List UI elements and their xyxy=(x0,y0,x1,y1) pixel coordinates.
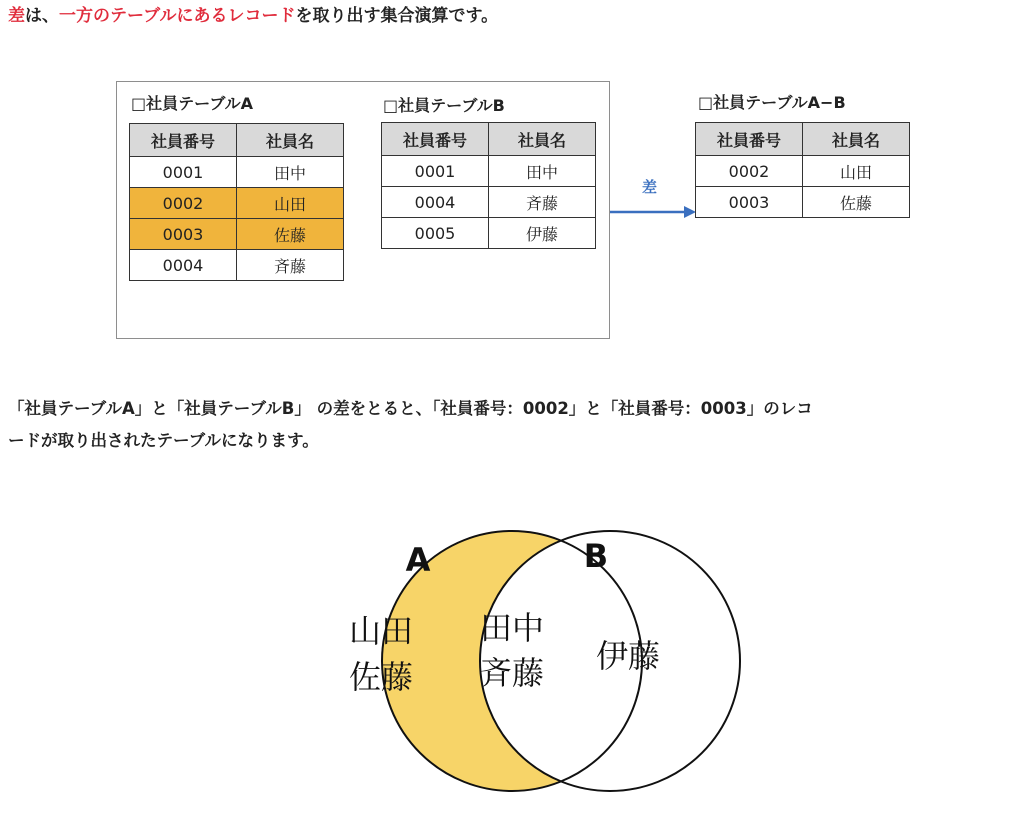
intro-keyword-difference: 差 xyxy=(8,6,25,26)
cell-name: 伊藤 xyxy=(489,218,596,249)
cell-id: 0004 xyxy=(130,250,237,281)
cell-name: 佐藤 xyxy=(237,219,344,250)
cell-id: 0005 xyxy=(382,218,489,249)
cell-id: 0001 xyxy=(130,157,237,188)
cell-id: 0002 xyxy=(130,188,237,219)
difference-arrow-label: 差 xyxy=(642,178,658,196)
cell-name: 佐藤 xyxy=(803,187,910,218)
column-header-name: 社員名 xyxy=(489,123,596,156)
table-row xyxy=(382,156,596,187)
cell-name: 山田 xyxy=(803,156,910,187)
venn-a-only-item: 山田 xyxy=(348,612,414,650)
table-row-highlighted xyxy=(130,219,344,250)
venn-diagram xyxy=(270,505,750,805)
result-table xyxy=(695,122,910,218)
venn-a-only-item: 佐藤 xyxy=(348,658,414,696)
intro-text xyxy=(8,4,498,28)
table-row xyxy=(382,218,596,249)
table-row-highlighted xyxy=(130,188,344,219)
cell-id: 0003 xyxy=(696,187,803,218)
column-header-id: 社員番号 xyxy=(382,123,489,156)
table-header-row xyxy=(130,124,344,157)
venn-both-item: 田中 xyxy=(479,609,545,647)
table-row xyxy=(696,156,910,187)
intro-text-part: を取り出す集合演算です。 xyxy=(295,6,499,26)
explanation-line: 「社員テーブルA」と「社員テーブルB」 の差をとると、「社員番号：0002」と「社員番号：0003」のレコ xyxy=(8,399,813,418)
explanation-line: ードが取り出されたテーブルになります。 xyxy=(8,431,319,450)
cell-name: 田中 xyxy=(489,156,596,187)
cell-name: 斉藤 xyxy=(489,187,596,218)
column-header-id: 社員番号 xyxy=(130,124,237,157)
venn-b-only-item: 伊藤 xyxy=(595,637,661,675)
column-header-id: 社員番号 xyxy=(696,123,803,156)
cell-id: 0004 xyxy=(382,187,489,218)
venn-label-a: A xyxy=(405,541,431,579)
cell-name: 山田 xyxy=(237,188,344,219)
cell-name: 斉藤 xyxy=(237,250,344,281)
table-a xyxy=(129,123,344,281)
venn-both-item: 斉藤 xyxy=(479,654,545,692)
cell-id: 0002 xyxy=(696,156,803,187)
arrow-right-icon xyxy=(610,202,696,222)
intro-text-part: は、 xyxy=(25,6,59,26)
explanation-paragraph xyxy=(8,393,1016,457)
cell-name: 田中 xyxy=(237,157,344,188)
table-b-title: □社員テーブルB xyxy=(383,96,505,115)
table-a-title: □社員テーブルA xyxy=(131,94,254,113)
result-table-title: □社員テーブルA−B xyxy=(698,93,846,112)
table-b xyxy=(381,122,596,249)
table-row xyxy=(130,250,344,281)
column-header-name: 社員名 xyxy=(237,124,344,157)
cell-id: 0003 xyxy=(130,219,237,250)
table-header-row xyxy=(382,123,596,156)
table-header-row xyxy=(696,123,910,156)
cell-id: 0001 xyxy=(382,156,489,187)
table-row xyxy=(696,187,910,218)
table-row xyxy=(382,187,596,218)
table-row xyxy=(130,157,344,188)
venn-label-b: B xyxy=(583,537,609,575)
intro-keyword-records: 一方のテーブルにあるレコード xyxy=(59,6,296,26)
column-header-name: 社員名 xyxy=(803,123,910,156)
